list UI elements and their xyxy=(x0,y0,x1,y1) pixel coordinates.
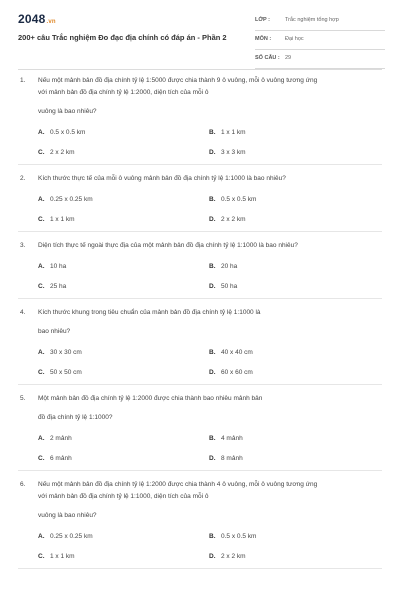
question-text xyxy=(38,479,380,522)
answer-row xyxy=(38,546,380,566)
answer-letter: D. xyxy=(209,215,216,223)
question-text-line: bao nhiêu? xyxy=(38,328,71,335)
document-meta xyxy=(255,14,385,71)
meta-row-count xyxy=(255,52,385,69)
answer-row xyxy=(38,189,380,209)
answer-options xyxy=(38,526,380,566)
question-stem xyxy=(20,240,380,252)
question-number: 3. xyxy=(20,242,26,249)
answer-option[interactable] xyxy=(38,349,209,356)
answer-letter: B. xyxy=(209,532,216,540)
answer-letter: A. xyxy=(38,262,45,270)
question-item xyxy=(0,75,400,162)
answer-letter: B. xyxy=(209,348,216,356)
answer-letter: D. xyxy=(209,368,216,376)
answer-option[interactable] xyxy=(209,455,380,462)
answer-option[interactable] xyxy=(209,349,380,356)
answer-row xyxy=(38,342,380,362)
question-text-line: Nếu một mảnh bản đồ địa chính tỷ lệ 1:2000 được chia thành 4 ô vuông, mỗi ô vuông tương ứng xyxy=(38,481,318,488)
answer-letter: C. xyxy=(38,215,45,223)
answer-text: 1 x 1 km xyxy=(50,215,75,223)
question-stem xyxy=(20,173,380,185)
answer-text: 4 mảnh xyxy=(221,434,243,442)
question-number: 4. xyxy=(20,309,26,316)
meta-value: Đại học xyxy=(285,36,304,42)
logo-tld: .vn xyxy=(46,19,56,25)
question-number: 1. xyxy=(20,77,26,84)
answer-letter: C. xyxy=(38,368,45,376)
question-item xyxy=(0,240,400,296)
answer-text: 2 x 2 km xyxy=(50,148,75,156)
question-item xyxy=(0,479,400,566)
answer-text: 60 x 60 cm xyxy=(221,368,253,376)
answer-options xyxy=(38,122,380,162)
question-text-line: Một mảnh bản đồ địa chính tỷ lệ 1:2000 được chia thành bao nhiêu mảnh bản xyxy=(38,395,263,402)
document-header xyxy=(0,0,400,70)
answer-text: 0.5 x 0.5 km xyxy=(221,532,257,540)
answer-row xyxy=(38,526,380,546)
answer-text: 40 x 40 cm xyxy=(221,348,253,356)
answer-text: 50 ha xyxy=(221,282,238,290)
answer-option[interactable] xyxy=(38,369,209,376)
answer-text: 0.5 x 0.5 km xyxy=(221,195,257,203)
question-divider xyxy=(18,298,382,299)
question-text-line: với mảnh bản đồ địa chính tỷ lệ 1:2000, diện tích của mỗi ô xyxy=(38,89,209,96)
answer-row xyxy=(38,362,380,382)
answer-letter: A. xyxy=(38,195,45,203)
answer-option[interactable] xyxy=(38,129,209,136)
answer-option[interactable] xyxy=(209,435,380,442)
answer-letter: A. xyxy=(38,128,45,136)
meta-row-subject xyxy=(255,33,385,50)
answer-text: 30 x 30 cm xyxy=(50,348,82,356)
logo-text: 2048 xyxy=(18,12,46,26)
question-divider xyxy=(18,164,382,165)
answer-letter: B. xyxy=(209,262,216,270)
answer-option[interactable] xyxy=(209,129,380,136)
answer-options xyxy=(38,342,380,382)
answer-row xyxy=(38,122,380,142)
answer-row xyxy=(38,256,380,276)
answer-row xyxy=(38,428,380,448)
meta-row-class xyxy=(255,14,385,31)
question-divider xyxy=(18,231,382,232)
question-text-line: Diện tích thực tế ngoài thực địa của một mảnh bản đồ địa chính tỷ lệ 1:1000 là bao nhiêu? xyxy=(38,242,298,249)
answer-text: 2 mảnh xyxy=(50,434,72,442)
question-text xyxy=(38,307,380,338)
answer-letter: A. xyxy=(38,532,45,540)
answer-text: 0.25 x 0.25 km xyxy=(50,532,93,540)
meta-value: 29 xyxy=(285,55,292,61)
question-divider xyxy=(18,384,382,385)
question-number: 5. xyxy=(20,395,26,402)
answer-option[interactable] xyxy=(38,263,209,270)
answer-row xyxy=(38,209,380,229)
answer-text: 0.25 x 0.25 km xyxy=(50,195,93,203)
answer-letter: B. xyxy=(209,434,216,442)
answer-letter: B. xyxy=(209,195,216,203)
answer-option[interactable] xyxy=(38,283,209,290)
question-number: 6. xyxy=(20,481,26,488)
answer-letter: A. xyxy=(38,434,45,442)
answer-letter: D. xyxy=(209,282,216,290)
question-text-line: Kích thước khung trong tiêu chuẩn của mảnh bản đồ địa chính tỷ lệ 1:1000 là xyxy=(38,309,261,316)
question-text-line: Nếu một mảnh bản đồ địa chính tỷ lệ 1:5000 được chia thành 9 ô vuông, mỗi ô vuông tương ứng xyxy=(38,77,318,84)
question-text-line: vuông là bao nhiêu? xyxy=(38,108,97,115)
document-title: 200+ câu Trắc nghiệm Đo đạc địa chính có đáp án - Phần 2 xyxy=(18,33,227,42)
answer-letter: C. xyxy=(38,282,45,290)
answer-letter: D. xyxy=(209,148,216,156)
question-list xyxy=(0,75,400,577)
answer-letter: C. xyxy=(38,148,45,156)
answer-text: 2 x 2 km xyxy=(221,552,246,560)
question-stem xyxy=(20,75,380,118)
answer-letter: B. xyxy=(209,128,216,136)
question-text-line: vuông là bao nhiêu? xyxy=(38,512,97,519)
answer-text: 2 x 2 km xyxy=(221,215,246,223)
question-stem xyxy=(20,307,380,338)
question-text-line: đồ địa chính tỷ lệ 1:1000? xyxy=(38,414,113,421)
answer-letter: C. xyxy=(38,552,45,560)
answer-option[interactable] xyxy=(209,533,380,540)
answer-text: 20 ha xyxy=(221,262,238,270)
site-logo[interactable] xyxy=(18,12,56,26)
answer-text: 25 ha xyxy=(50,282,67,290)
answer-text: 8 mảnh xyxy=(221,454,243,462)
answer-letter: D. xyxy=(209,552,216,560)
question-stem xyxy=(20,479,380,522)
answer-text: 3 x 3 km xyxy=(221,148,246,156)
answer-option[interactable] xyxy=(209,369,380,376)
question-item xyxy=(0,393,400,468)
question-text-line: với mảnh bản đồ địa chính tỷ lệ 1:1000, diện tích của mỗi ô xyxy=(38,493,209,500)
question-item xyxy=(0,307,400,382)
meta-label: MÔN : xyxy=(255,36,272,42)
answer-options xyxy=(38,256,380,296)
answer-option[interactable] xyxy=(209,283,380,290)
answer-option[interactable] xyxy=(209,553,380,560)
answer-row xyxy=(38,142,380,162)
header-divider xyxy=(18,69,382,70)
answer-options xyxy=(38,428,380,468)
answer-letter: C. xyxy=(38,454,45,462)
meta-label: SỐ CÂU : xyxy=(255,55,280,61)
answer-text: 1 x 1 km xyxy=(50,552,75,560)
answer-option[interactable] xyxy=(209,196,380,203)
answer-letter: A. xyxy=(38,348,45,356)
answer-option[interactable] xyxy=(38,435,209,442)
answer-option[interactable] xyxy=(38,553,209,560)
answer-option[interactable] xyxy=(38,455,209,462)
question-stem xyxy=(20,393,380,424)
answer-option[interactable] xyxy=(209,216,380,223)
answer-row xyxy=(38,448,380,468)
meta-label: LỚP : xyxy=(255,17,270,23)
answer-text: 50 x 50 cm xyxy=(50,368,82,376)
question-text xyxy=(38,75,380,118)
answer-option[interactable] xyxy=(38,196,209,203)
question-text-line: Kích thước thực tế của mỗi ô vuông mảnh bản đồ địa chính tỷ lệ 1:1000 là bao nhiêu? xyxy=(38,175,286,182)
answer-options xyxy=(38,189,380,229)
answer-option[interactable] xyxy=(38,149,209,156)
question-text xyxy=(38,173,380,185)
meta-value: Trắc nghiệm tổng hợp xyxy=(285,17,339,23)
answer-option[interactable] xyxy=(38,216,209,223)
question-text xyxy=(38,240,380,252)
question-divider xyxy=(18,568,382,569)
answer-text: 6 mảnh xyxy=(50,454,72,462)
answer-letter: D. xyxy=(209,454,216,462)
answer-option[interactable] xyxy=(209,149,380,156)
answer-option[interactable] xyxy=(38,533,209,540)
answer-text: 1 x 1 km xyxy=(221,128,246,136)
answer-option[interactable] xyxy=(209,263,380,270)
answer-text: 0.5 x 0.5 km xyxy=(50,128,86,136)
answer-text: 10 ha xyxy=(50,262,67,270)
question-number: 2. xyxy=(20,175,26,182)
question-text xyxy=(38,393,380,424)
question-divider xyxy=(18,470,382,471)
answer-row xyxy=(38,276,380,296)
question-item xyxy=(0,173,400,229)
